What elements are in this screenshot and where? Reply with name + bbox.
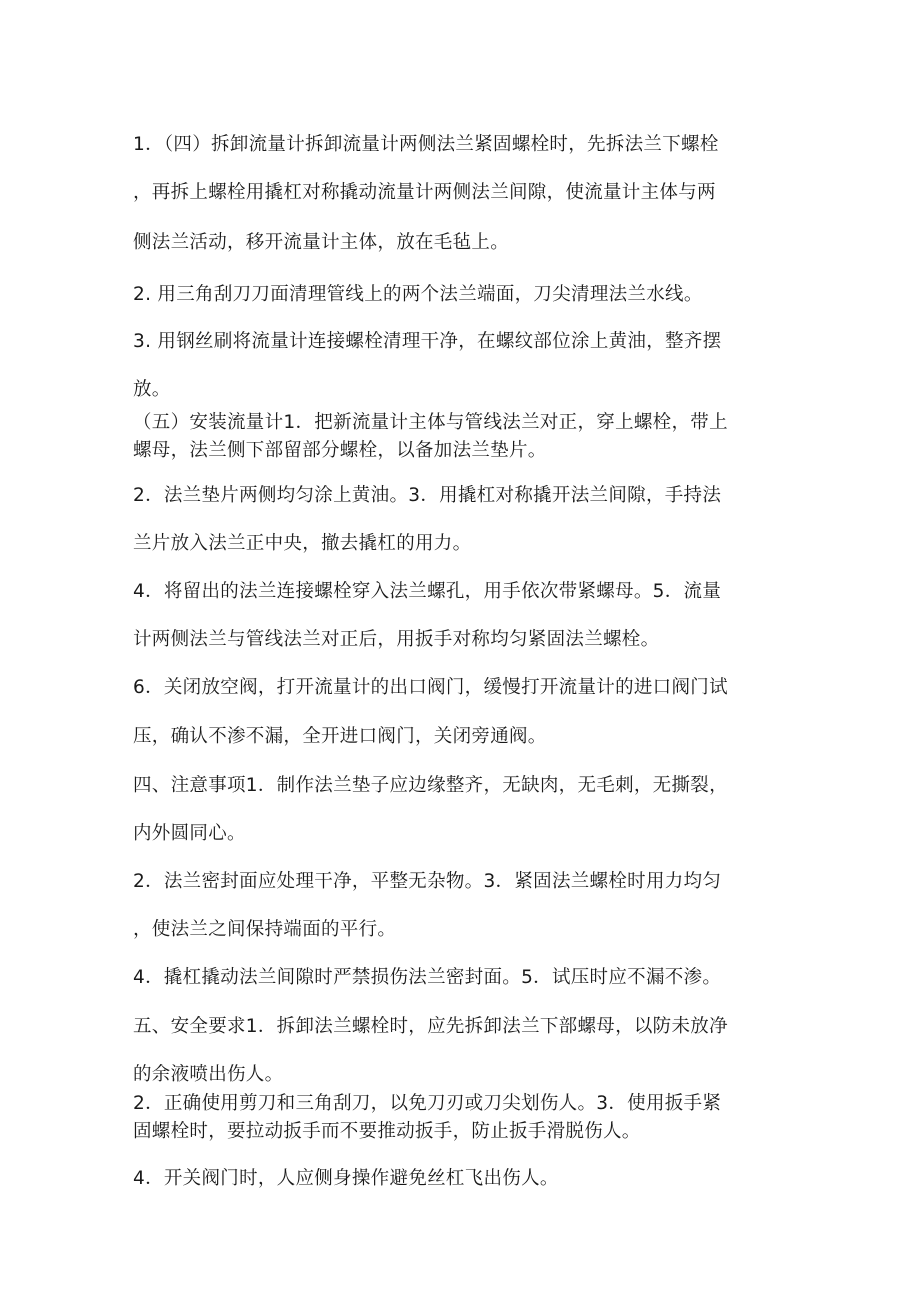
- text-line-17: 2．法兰密封面应处理干净，平整无杂物。3．紧固法兰螺栓时用力均匀: [133, 871, 722, 892]
- text-line-3: 侧法兰活动，移开流量计主体，放在毛毡上。: [133, 232, 510, 253]
- text-line-11: 4．将留出的法兰连接螺栓穿入法兰螺孔，用手依次带紧螺母。5．流量: [133, 581, 722, 602]
- text-line-16: 内外圆同心。: [133, 823, 246, 844]
- text-line-6: 放。: [133, 379, 171, 400]
- text-line-1: 1．（四）拆卸流量计拆卸流量计两侧法兰紧固螺栓时，先拆法兰下螺栓: [133, 134, 719, 155]
- text-line-14: 压，确认不渗不漏，全开进口阀门，关闭旁通阀。: [133, 726, 547, 747]
- text-line-9: 2．法兰垫片两侧均匀涂上黄油。3．用撬杠对称撬开法兰间隙，手持法: [133, 485, 722, 506]
- text-line-13: 6．关闭放空阀，打开流量计的出口阀门，缓慢打开流量计的进口阀门试: [133, 677, 728, 698]
- text-line-19: 4．撬杠撬动法兰间隙时严禁损伤法兰密封面。5．试压时应不漏不渗。: [133, 967, 722, 988]
- text-line-23: 固螺栓时，要拉动扳手而不要推动扳手，防止扳手滑脱伤人。: [133, 1121, 641, 1142]
- text-line-4: 2. 用三角刮刀刀面清理管线上的两个法兰端面，刀尖清理法兰水线。: [133, 284, 703, 305]
- text-line-20: 五、安全要求1．拆卸法兰螺栓时，应先拆卸法兰下部螺母，以防未放净: [133, 1016, 728, 1037]
- text-line-24: 4．开关阀门时，人应侧身操作避免丝杠飞出伤人。: [133, 1168, 559, 1189]
- text-line-2: ，再拆上螺栓用撬杠对称撬动流量计两侧法兰间隙，使流量计主体与两: [133, 182, 716, 203]
- text-line-21: 的余液喷出伤人。: [133, 1064, 284, 1085]
- text-line-15: 四、注意事项1．制作法兰垫子应边缘整齐，无缺肉，无毛刺，无撕裂，: [133, 775, 728, 796]
- text-line-8: 螺母，法兰侧下部留部分螺栓，以备加法兰垫片。: [133, 440, 547, 461]
- text-line-18: ，使法兰之间保持端面的平行。: [133, 919, 397, 940]
- text-line-12: 计两侧法兰与管线法兰对正后，用扳手对称均匀紧固法兰螺栓。: [133, 629, 660, 650]
- text-line-5: 3. 用钢丝刷将流量计连接螺栓清理干净，在螺纹部位涂上黄油，整齐摆: [133, 331, 722, 352]
- text-line-22: 2．正确使用剪刀和三角刮刀，以免刀刃或刀尖划伤人。3．使用扳手紧: [133, 1093, 722, 1114]
- text-line-7: （五）安装流量计1．把新流量计主体与管线法兰对正，穿上螺栓，带上: [133, 412, 728, 433]
- text-line-10: 兰片放入法兰正中央，撤去撬杠的用力。: [133, 533, 472, 554]
